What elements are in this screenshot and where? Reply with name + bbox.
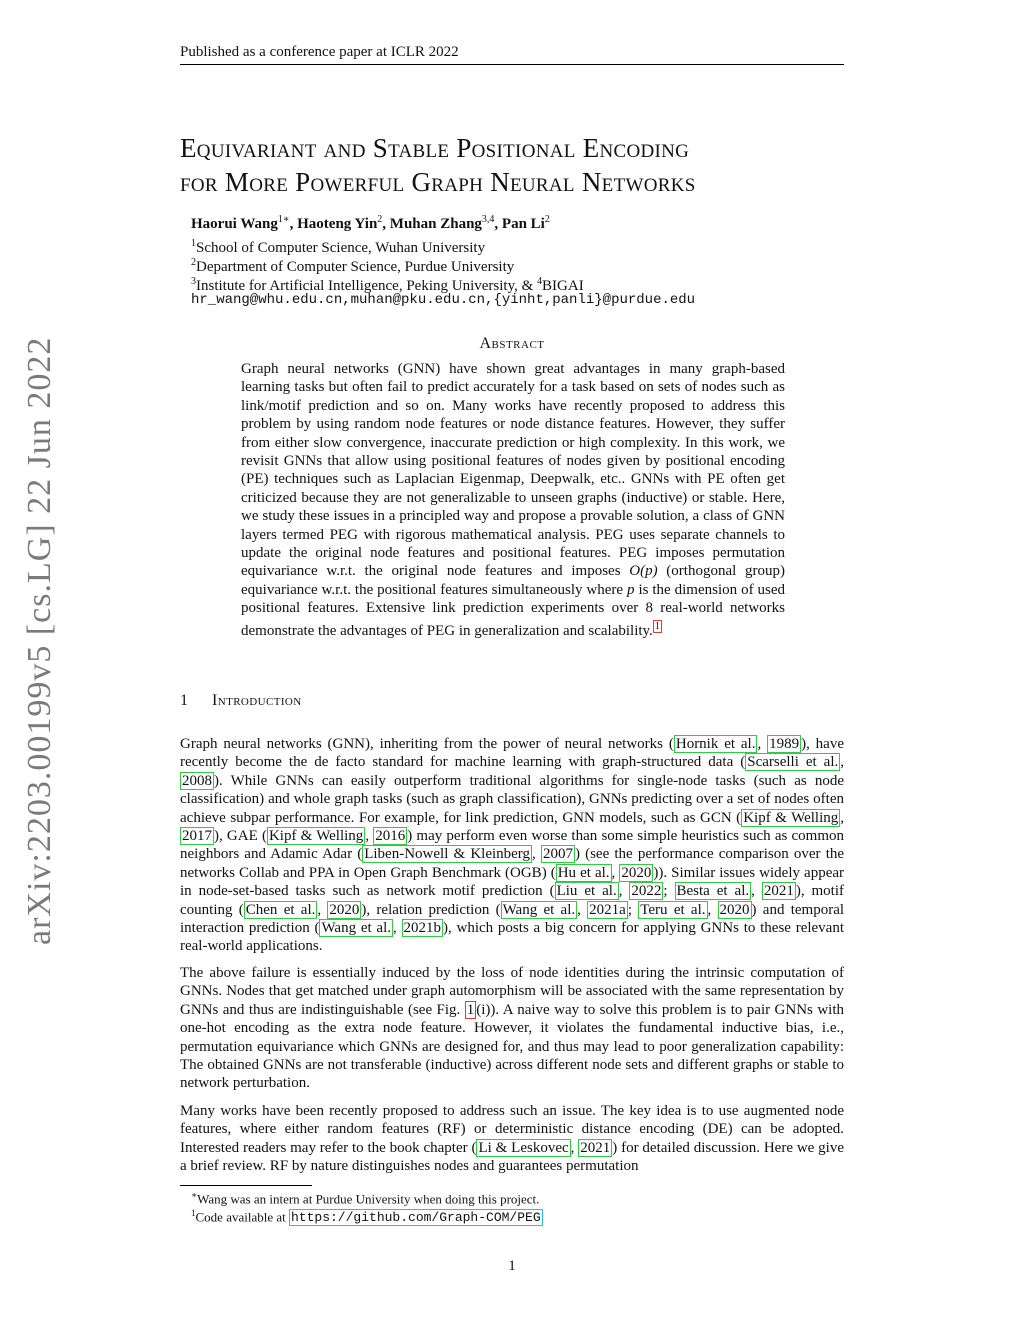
abstract-text: is the dimension of used positional features. Extensive link prediction experiments over 8 real-world networks demonstrate the advantages of PEG in generalization and scalability. <box>241 581 785 639</box>
body-text: ) may perform even worse than some simple heuristics such as common neighbors and Adamic Adar ( <box>180 828 844 863</box>
abstract-heading: Abstract <box>479 335 545 352</box>
header-rule <box>180 64 844 65</box>
footnote <box>191 1190 539 1207</box>
footnote-text: Wang was an intern at Purdue University when doing this project. <box>197 1191 540 1207</box>
citation-link[interactable]: 2017 <box>182 828 212 845</box>
footnote-marker: 1 <box>191 1208 196 1218</box>
citation-link[interactable]: 2021b <box>403 920 442 937</box>
body-text: , <box>618 883 630 900</box>
body-text: ) for detailed discussion. Here we give a brief review. RF by nature distinguishes nodes and guarantees permutation <box>180 1139 845 1175</box>
citation-link[interactable]: 2016 <box>375 828 406 845</box>
citation-link[interactable]: Hornik et al. <box>675 736 756 752</box>
section-heading <box>180 692 302 710</box>
figure-link[interactable]: 1 <box>466 1001 475 1018</box>
body-text: , <box>707 901 718 918</box>
body-text: , <box>317 901 328 918</box>
footnote <box>191 1208 543 1225</box>
body-text: ) (see the performance comparison over the networks Collab and PPA in Open Graph Benchmark (OGB) ( <box>180 846 845 881</box>
author-affil-marker: 2 <box>544 214 550 225</box>
body-text: ), GAE ( <box>214 828 267 845</box>
author-affil-marker: 1∗ <box>277 214 290 225</box>
abstract-text: (orthogonal group) equivariance w.r.t. the positional features simultaneously where <box>241 563 785 598</box>
author-name: Pan Li <box>501 216 545 232</box>
body-text: The above failure is essentially induced by the loss of node identities during the intrinsic computation of GNNs. Nodes that get matched under graph automorphism will be associated with the same representation by GNNs and thus are indistinguishable (see Fig. <box>180 965 844 1018</box>
body-text: , <box>611 864 620 881</box>
body-text: , <box>393 920 402 937</box>
citation-link[interactable]: Scarselli et al. <box>747 754 839 771</box>
author-name: Muhan Zhang <box>389 216 482 232</box>
body-text: ) and temporal interaction prediction ( <box>180 901 845 937</box>
citation-link[interactable]: Kipf & Welling <box>268 828 364 845</box>
section-number: 1 <box>180 692 188 709</box>
author-separator: , <box>494 216 502 232</box>
body-text: , <box>757 736 768 752</box>
body-text: )). Similar issues widely appear in node-set-based tasks such as network motif prediction ( <box>180 864 845 900</box>
author-affil-marker: 3,4 <box>481 214 495 225</box>
author-separator: , <box>382 216 390 232</box>
author-separator: , <box>289 216 298 232</box>
body-text: , <box>532 846 541 863</box>
citation-link[interactable]: Liben-Nowell & Kleinberg <box>364 846 531 863</box>
citation-link[interactable]: 2022 <box>631 883 662 900</box>
citation-link[interactable]: 2007 <box>542 846 573 863</box>
body-text: , <box>751 883 762 900</box>
body-text: , <box>840 809 844 826</box>
body-text: ). While GNNs can easily outperform traditional algorithms for single-node tasks (such as node classification) and whole graph tasks (such as graph classification), GNNs predicting over a set of nodes often achieve subpar performance. For example, for link prediction, GNN models, such as GCN ( <box>180 772 844 826</box>
citation-link[interactable]: Wang et al. <box>321 920 391 937</box>
math-expression: p <box>627 581 635 598</box>
code-url-link[interactable]: https://github.com/Graph-COM/PEG <box>291 1210 541 1226</box>
body-text: ; <box>663 883 675 900</box>
citation-link[interactable]: 2020 <box>621 864 652 881</box>
math-expression: O(p) <box>629 563 658 580</box>
citation-link[interactable]: 2021 <box>580 1139 611 1156</box>
affiliation-text: BIGAI <box>542 278 584 294</box>
intro-paragraph-3 <box>180 1102 844 1176</box>
author-affil-marker: 2 <box>377 214 383 225</box>
author-emails: hr_wang@whu.edu.cn,muhan@pku.edu.cn,{yinht,panli}@purdue.edu <box>191 292 696 308</box>
body-text: Many works have been recently proposed to address such an issue. The key idea is to use augmented node features, where either random features (RF) or deterministic distance encoding (DE) can be adopted. Interested readers may refer to the book chapter ( <box>180 1103 844 1156</box>
citation-link[interactable]: Hu et al. <box>557 864 610 881</box>
citation-link[interactable]: Teru et al. <box>640 901 706 918</box>
citation-link[interactable]: 2021 <box>763 883 794 900</box>
affiliation-marker: 1 <box>191 238 196 249</box>
arxiv-identifier: arXiv:2203.00199v5 [cs.LG] 22 Jun 2022 <box>21 336 58 945</box>
citation-link[interactable]: Liu et al. <box>556 883 617 900</box>
footnote-rule <box>180 1185 312 1186</box>
footnote-link[interactable]: 1 <box>654 620 660 632</box>
citation-link[interactable]: 2020 <box>329 901 360 918</box>
citation-link[interactable]: 2020 <box>719 901 750 918</box>
affiliation-text: School of Computer Science, Wuhan University <box>196 240 486 256</box>
body-text: , <box>365 828 374 845</box>
citation-link[interactable]: Wang et al. <box>502 901 576 918</box>
author-name: Haoteng Yin <box>297 216 378 232</box>
author-name: Haorui Wang <box>191 216 278 232</box>
title-line-1: Equivariant and Stable Positional Encoding <box>180 133 690 163</box>
running-header: Published as a conference paper at ICLR 2022 <box>180 44 459 60</box>
body-text: , <box>577 901 588 918</box>
citation-link[interactable]: Besta et al. <box>676 883 750 900</box>
footnote-marker: ∗ <box>191 1190 198 1200</box>
section-title: Introduction <box>212 692 302 709</box>
author-list <box>191 214 550 233</box>
body-text: , <box>840 754 844 771</box>
citation-link[interactable]: Chen et al. <box>245 901 316 918</box>
body-text: (i)). A naive way to solve this problem is to pair GNNs with one-hot encoding as the extra node feature. However, it violates the fundamental inductive bias, i.e., permutation equivariance which GNNs are designed for, and thus may lead to poor generalization capability: The obtained GNNs are not transferable (inductive) across different node sets and different graphs or stable to network perturbation. <box>180 1001 844 1092</box>
affiliation-marker: 2 <box>191 257 196 268</box>
body-text: ), relation prediction ( <box>361 901 501 918</box>
page-number: 1 <box>508 1258 516 1274</box>
citation-link[interactable]: Li & Leskovec <box>478 1139 569 1156</box>
title-line-2: for More Powerful Graph Neural Networks <box>180 167 696 197</box>
intro-paragraph-1 <box>180 735 844 956</box>
affiliation-marker: 4 <box>537 276 543 287</box>
abstract-body <box>241 360 785 640</box>
citation-link[interactable]: Kipf & Welling <box>743 809 839 826</box>
intro-paragraph-2 <box>180 964 844 1093</box>
abstract-text: Graph neural networks (GNN) have shown great advantages in many graph-based learning tasks but often fail to predict accurately for a task based on sets of nodes such as link/motif prediction and so on. Many works have recently proposed to address this problem by using random node features or node distance features. However, they suffer from either slow convergence, inaccurate prediction or high complexity. In this work, we revisit GNNs that allow using positional features of nodes given by positional encoding (PE) techniques such as Laplacian Eigenmap, Deepwalk, etc.. GNNs with PE often get criticized because they are not generalizable to unseen graphs (inductive) or stable. Here, we study these issues in a principled way and propose a provable solution, a class of GNN layers termed PEG with rigorous mathematical analysis. PEG uses separate channels to update the original node features and positional features. PEG imposes permutation equivariance w.r.t. the original node features and imposes <box>241 361 785 580</box>
affiliation-marker: 3 <box>191 276 196 287</box>
body-text: , <box>570 1139 579 1156</box>
affiliation-text: Institute for Artificial Intelligence, Peking University, & <box>196 278 538 294</box>
body-text: ), which posts a big concern for applying GNNs to these relevant real-world applications. <box>180 920 844 955</box>
citation-link[interactable]: 1989 <box>769 736 800 752</box>
citation-link[interactable]: 2021a <box>589 901 626 918</box>
body-text: ), have recently become the de facto standard for machine learning with graph-structured data ( <box>180 736 844 771</box>
footnote-text: Code available at <box>195 1209 289 1225</box>
body-text: Graph neural networks (GNN), inheriting from the power of neural networks ( <box>180 736 674 752</box>
citation-link[interactable]: 2008 <box>182 772 212 789</box>
body-text: ; <box>627 901 639 918</box>
paper-title <box>180 131 860 199</box>
body-text: ), motif counting ( <box>180 883 845 918</box>
affiliation-text: Department of Computer Science, Purdue University <box>196 259 515 275</box>
